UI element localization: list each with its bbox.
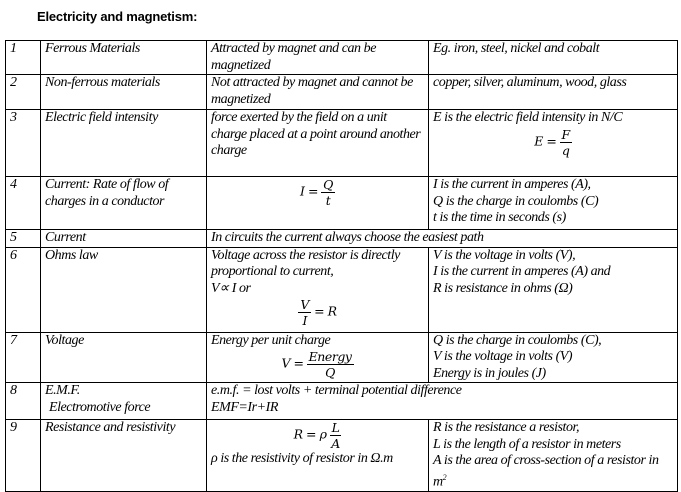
fraction (560, 127, 572, 158)
description (207, 247, 429, 332)
info-text: E is the electric field intensity in N/C (433, 110, 623, 125)
info-line: Q is the charge in coulombs (C), (433, 332, 602, 348)
row-number: 8 (6, 383, 41, 420)
numerator: F (561, 126, 570, 142)
denominator: Q (325, 365, 335, 380)
formula-current (207, 177, 429, 230)
info-line: Energy is in joules (J) (433, 365, 546, 381)
row-number: 9 (6, 420, 41, 492)
physics-table (5, 40, 678, 492)
fraction (330, 420, 342, 451)
description: force exerted by the field on a unit charge placed at a point around another charge (207, 110, 429, 177)
formula-lhs: E = (534, 133, 557, 149)
info (429, 420, 678, 492)
denominator: t (325, 193, 331, 208)
formula-voltage (211, 349, 424, 380)
formula-ohm (211, 297, 424, 328)
info (429, 177, 678, 230)
table-row (6, 332, 678, 383)
info-line: Q is the charge in coulombs (C) (433, 193, 599, 209)
denominator: I (302, 313, 307, 328)
table-row (6, 247, 678, 332)
term: Ferrous Materials (41, 41, 207, 75)
term: Electric field intensity (41, 110, 207, 177)
denominator: A (331, 436, 340, 451)
desc-text: Energy per unit charge (211, 332, 331, 348)
info-line: R is resistance in ohms (Ω) (433, 280, 573, 296)
numerator: Energy (308, 349, 352, 364)
denominator: q (561, 142, 570, 158)
fraction (307, 349, 354, 380)
info (429, 332, 678, 383)
desc-text: V∝ I or (211, 280, 251, 296)
formula-lhs: I = (300, 183, 319, 199)
row-number: 4 (6, 177, 41, 230)
row-number: 1 (6, 41, 41, 75)
description (207, 420, 429, 492)
fraction (298, 297, 311, 328)
row-number: 6 (6, 247, 41, 332)
description: Attracted by magnet and can be magnetized (207, 41, 429, 75)
superscript: 2 (442, 472, 447, 482)
section-heading: Electricity and magnetism: (37, 9, 198, 24)
info-line: I is the current in amperes (A), (433, 177, 591, 192)
term-text: Electromotive force (49, 399, 151, 415)
fraction (321, 177, 335, 208)
description (207, 383, 678, 420)
info-line: I is the current in amperes (A) and (433, 264, 611, 279)
table-row (6, 177, 678, 230)
description: In circuits the current always choose the easiest path (207, 230, 678, 248)
term: Non-ferrous materials (41, 75, 207, 110)
row-number: 5 (6, 230, 41, 248)
info-line: V is the voltage in volts (V), (433, 247, 576, 263)
info-line: t is the time in seconds (s) (433, 210, 566, 225)
row-number: 3 (6, 110, 41, 177)
term-text: E.M.F. (45, 383, 80, 398)
row-number: 7 (6, 332, 41, 383)
formula-rhs: = R (314, 303, 337, 319)
info-line: R is the resistance a resistor, (433, 420, 580, 435)
info-line: V is the voltage in volts (V) (433, 349, 573, 364)
term: Resistance and resistivity (41, 420, 207, 492)
term: Ohms law (41, 247, 207, 332)
info-line (433, 453, 673, 491)
info (429, 110, 678, 177)
desc-text: e.m.f. = lost volts + terminal potential difference (211, 383, 462, 398)
formula-e-field (433, 127, 673, 158)
desc-text: EMF=Ir+IR (211, 399, 278, 415)
info (429, 247, 678, 332)
table-row (6, 383, 678, 420)
desc-text: ρ is the resistivity of resistor in Ω.m (211, 451, 393, 466)
term: Current: Rate of flow of charges in a conductor (41, 177, 207, 230)
info: Eg. iron, steel, nickel and cobalt (429, 41, 678, 75)
info-line: L is the length of a resistor in meters (433, 436, 621, 452)
row-number: 2 (6, 75, 41, 110)
info-text: A is the area of cross-section of a resistor in m (433, 453, 659, 490)
info: copper, silver, aluminum, wood, glass (429, 75, 678, 110)
table-row (6, 230, 678, 248)
term: Current (41, 230, 207, 248)
table-row (6, 41, 678, 75)
numerator: V (300, 297, 309, 312)
numerator: L (331, 420, 340, 435)
numerator: Q (323, 177, 333, 192)
formula-lhs: V = (281, 355, 304, 371)
table-row (6, 75, 678, 110)
description (207, 332, 429, 383)
formula-lhs: R = ρ (293, 426, 327, 442)
table-row (6, 110, 678, 177)
term (41, 383, 207, 420)
desc-text: Voltage across the resistor is directly proportional to current, (211, 247, 400, 279)
table-row (6, 420, 678, 492)
description: Not attracted by magnet and cannot be magnetized (207, 75, 429, 110)
term: Voltage (41, 332, 207, 383)
formula-resistance (211, 420, 424, 451)
